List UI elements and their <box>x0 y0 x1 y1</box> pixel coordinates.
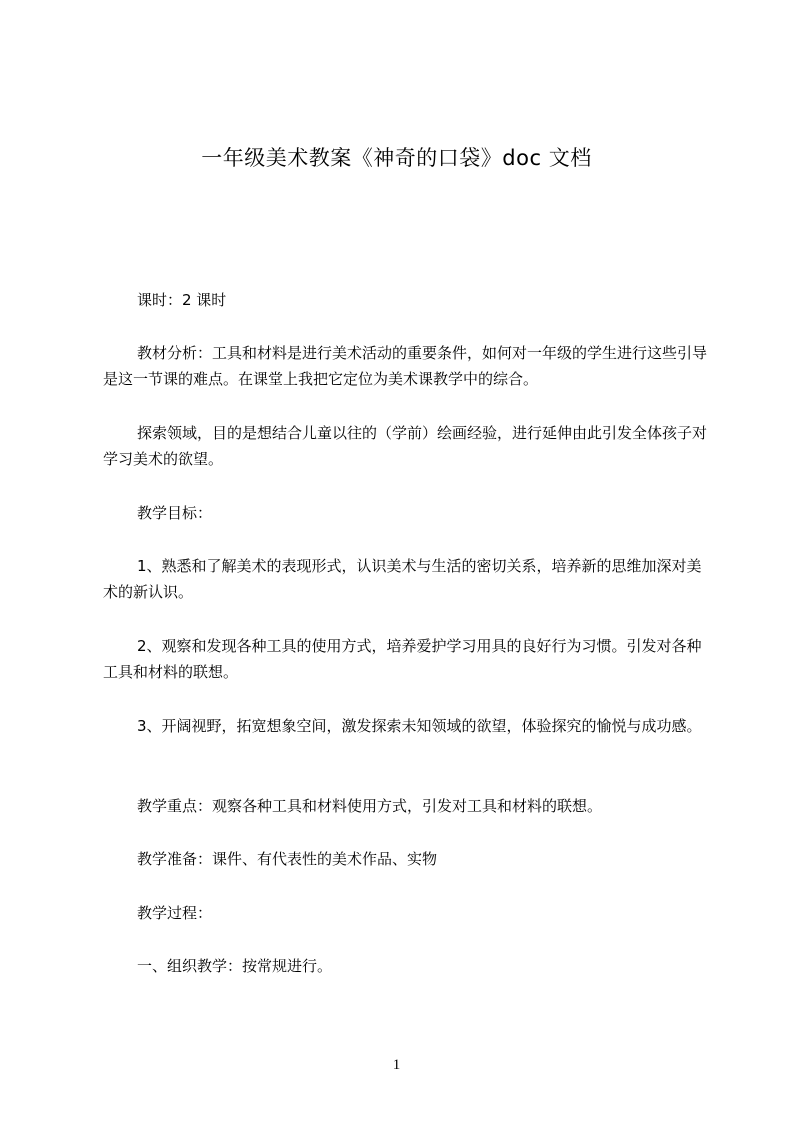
paragraph-teaching-preparation: 教学准备：课件、有代表性的美术作品、实物 <box>137 850 438 868</box>
paragraph-goal-2: 2、观察和发现各种工具的使用方式，培养爱护学习用具的良好行为习惯。引发对各种工具和材料的联想。 <box>103 637 702 681</box>
paragraph-organize-teaching: 一、组织教学：按常规进行。 <box>137 957 333 975</box>
paragraph-goal-1: 1、熟悉和了解美术的表现形式，认识美术与生活的密切关系，培养新的思维加深对美术的新认识。 <box>103 557 702 601</box>
document-title: 一年级美术教案《神奇的口袋》doc 文档 <box>201 146 592 170</box>
paragraph-exploration-field: 探索领域，目的是想结合儿童以往的（学前）绘画经验，进行延伸由此引发全体孩子对学习美术的欲望。 <box>103 424 708 468</box>
paragraph-material-analysis: 教材分析：工具和材料是进行美术活动的重要条件，如何对一年级的学生进行这些引导是这一节课的难点。在课堂上我把它定位为美术课教学中的综合。 <box>103 344 708 388</box>
paragraph-teaching-process-heading: 教学过程： <box>137 904 213 922</box>
page-number: 1 <box>392 1057 401 1073</box>
paragraph-teaching-goals-heading: 教学目标： <box>137 504 213 522</box>
paragraph-class-hours: 课时：2 课时 <box>137 291 227 309</box>
paragraph-goal-3: 3、开阔视野，拓宽想象空间，激发探索未知领域的欲望，体验探究的愉悦与成功感。 <box>137 717 702 735</box>
paragraph-teaching-focus: 教学重点：观察各种工具和材料使用方式，引发对工具和材料的联想。 <box>137 797 603 815</box>
